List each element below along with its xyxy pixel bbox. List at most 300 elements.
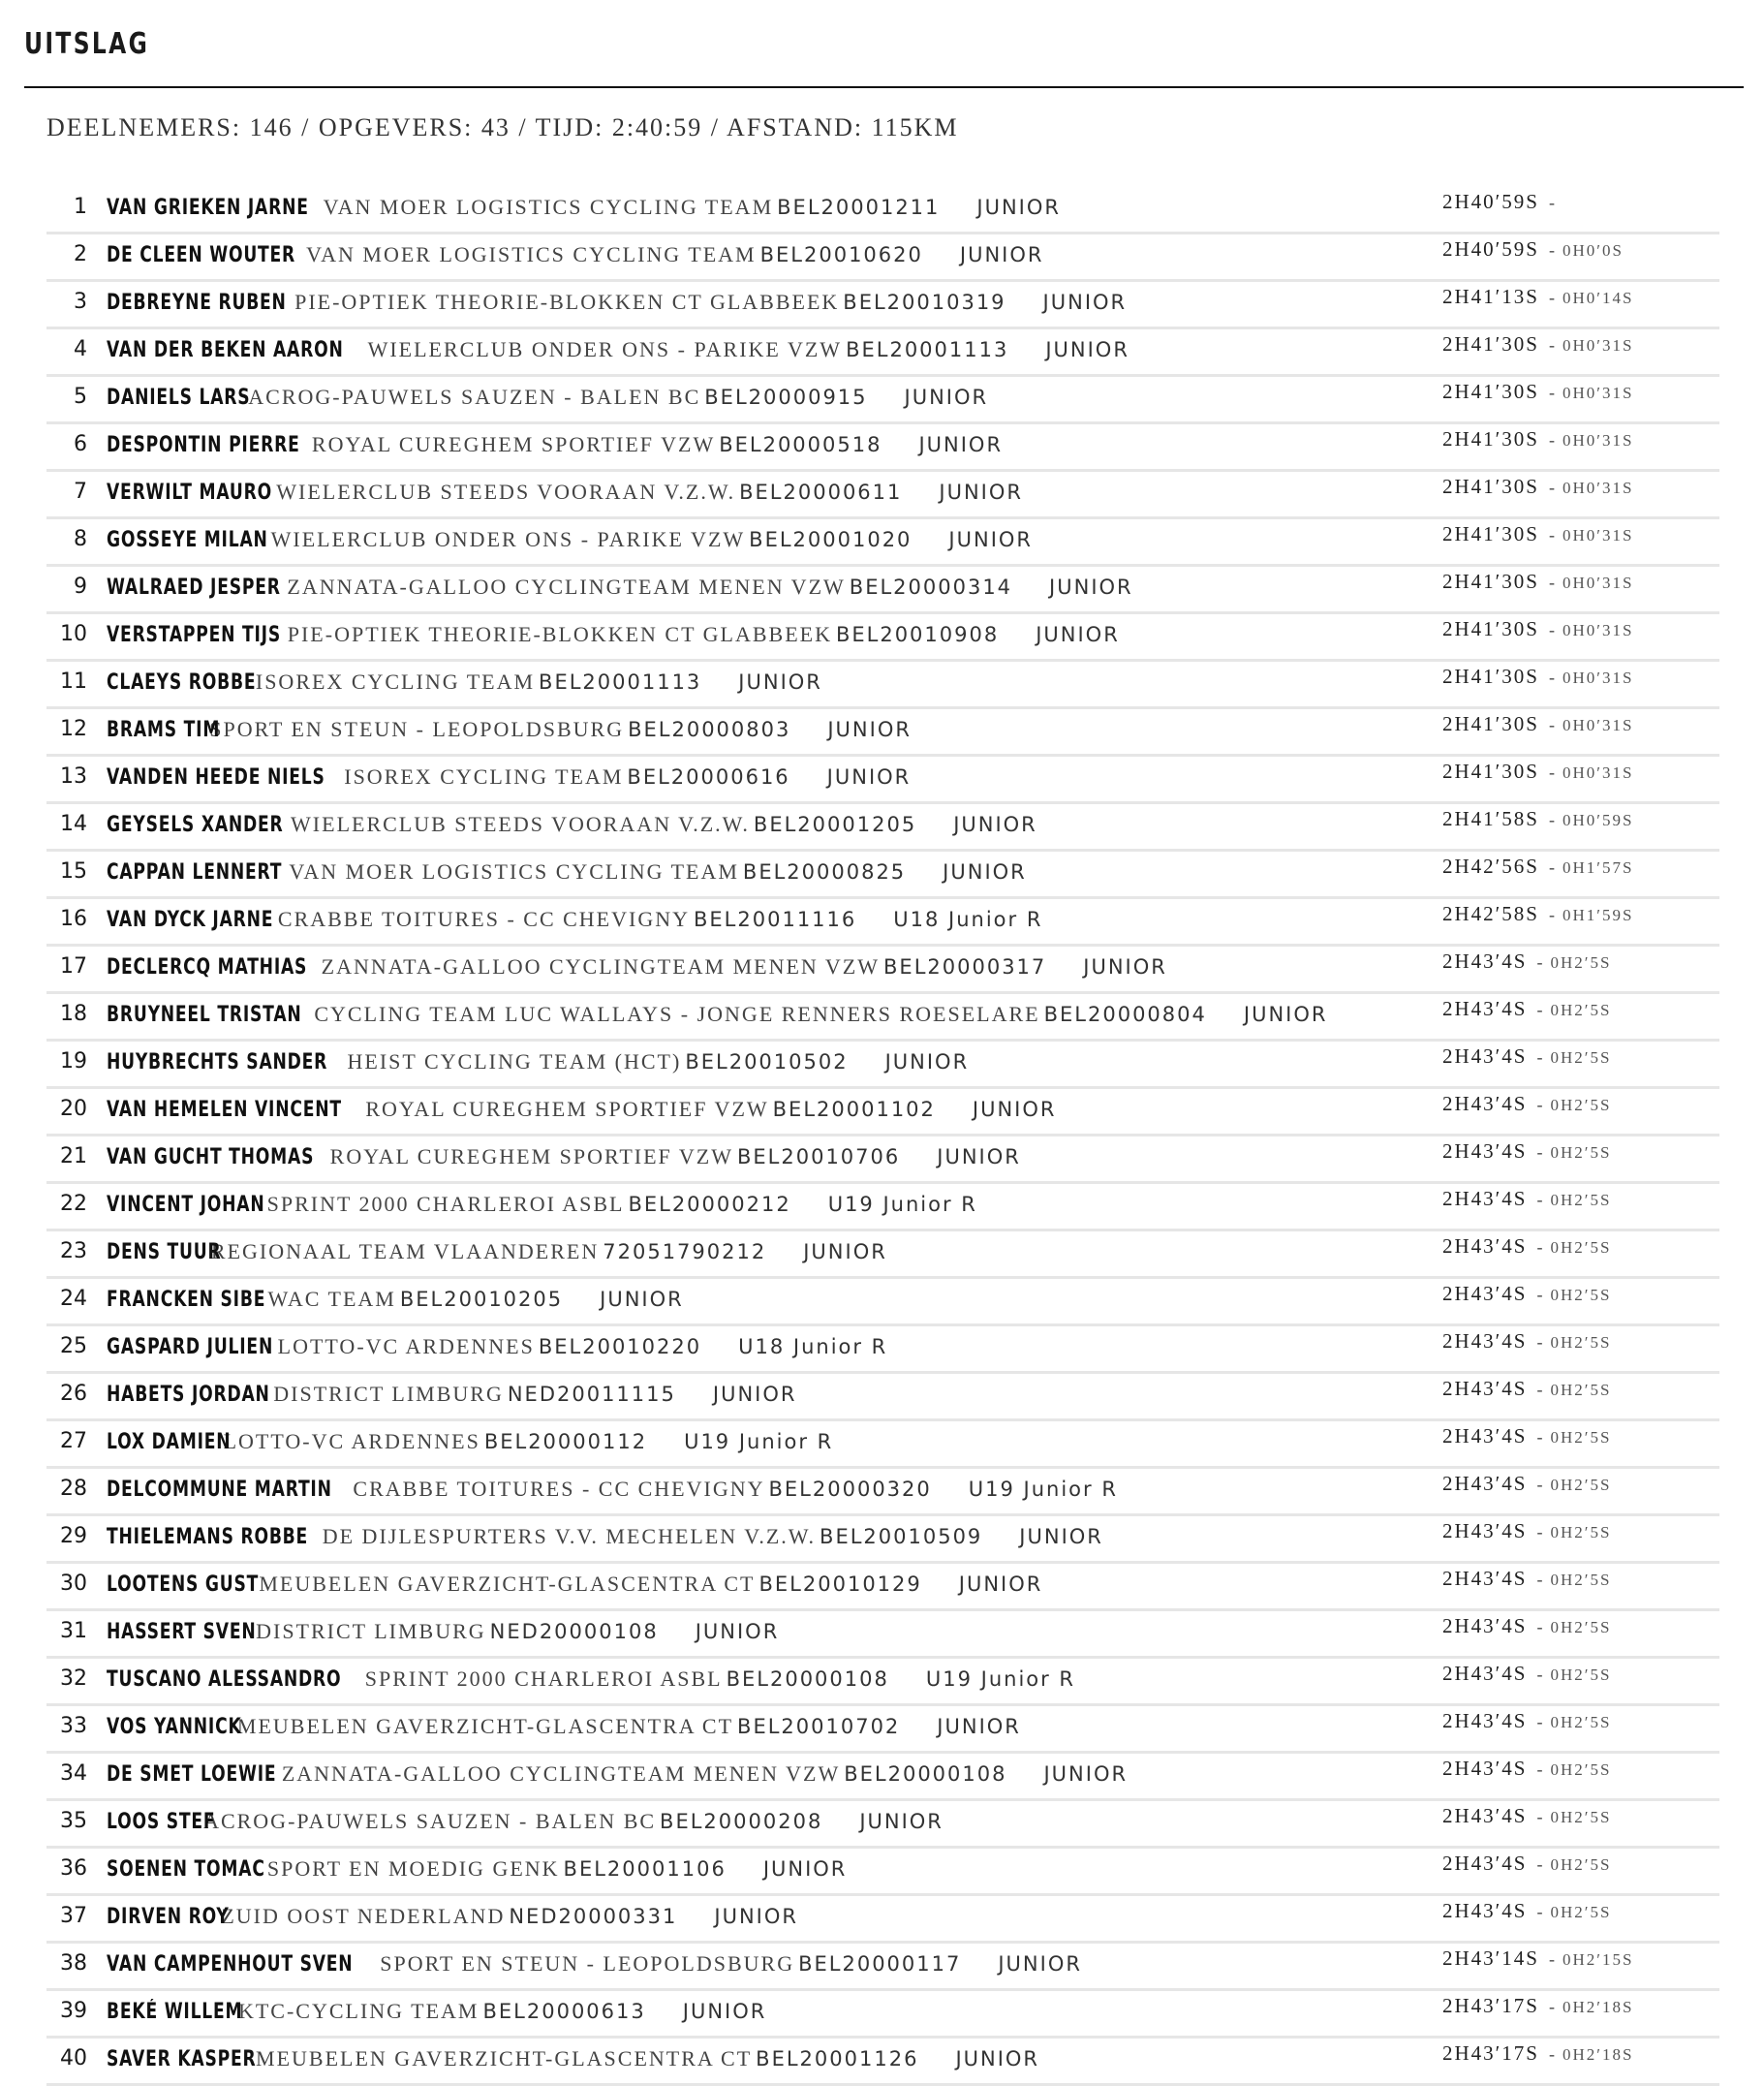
rider-name: DESPONTIN PIERRE — [107, 433, 300, 457]
category: JUNIOR — [998, 1952, 1082, 1976]
license-number: BEL20000825 — [742, 860, 907, 884]
finish-time-cell — [1442, 475, 1633, 499]
license-number: 72051790212 — [603, 1240, 767, 1263]
finish-time: 2H43′4S — [1442, 1567, 1528, 1590]
team-name: HEIST CYCLING TEAM (HCT) — [347, 1049, 682, 1074]
team-name: DE DIJLESPURTERS V.V. MECHELEN V.Z.W. — [322, 1524, 817, 1548]
finish-time: 2H43′4S — [1442, 997, 1528, 1020]
category: JUNIOR — [959, 243, 1044, 266]
rank: 27 — [60, 1429, 87, 1453]
result-row — [46, 519, 1719, 567]
category: JUNIOR — [600, 1288, 684, 1311]
result-row — [46, 1421, 1719, 1469]
rank: 29 — [60, 1524, 87, 1548]
finish-time-cell — [1442, 522, 1633, 546]
finish-time-cell — [1442, 1329, 1611, 1354]
result-row — [46, 1042, 1719, 1089]
finish-time-cell — [1442, 1994, 1633, 2018]
category: U18 Junior R — [893, 908, 1043, 931]
gap-separator: - — [1536, 952, 1545, 972]
team-name: VAN MOER LOGISTICS CYCLING TEAM — [289, 859, 739, 884]
finish-time-cell — [1442, 427, 1633, 451]
gap-separator: - — [1548, 715, 1557, 734]
license-number: BEL20010319 — [843, 291, 1006, 314]
time-gap: 0H0′31S — [1562, 669, 1634, 687]
time-gap: 0H2′5S — [1550, 1571, 1612, 1589]
rider-name: DELCOMMUNE MARTIN — [107, 1478, 332, 1502]
team-name: KTC-CYCLING TEAM — [237, 1999, 480, 2023]
rider-info — [107, 764, 911, 790]
rank: 1 — [74, 195, 87, 219]
license-number: BEL20010702 — [737, 1715, 901, 1738]
time-gap: 0H2′5S — [1550, 1903, 1612, 1921]
team-name: SPORT EN STEUN - LEOPOLDSBURG — [380, 1951, 795, 1976]
team-name: LOTTO-VC ARDENNES — [277, 1334, 535, 1358]
page-title: UITSLAG — [24, 27, 150, 61]
license-number: BEL20000314 — [849, 576, 1013, 599]
time-gap: 0H2′5S — [1550, 1191, 1612, 1209]
rider-info — [107, 1477, 1118, 1502]
finish-time-cell — [1442, 1092, 1611, 1116]
gap-separator: - — [1548, 620, 1557, 639]
time-gap: 0H0′31S — [1562, 621, 1634, 639]
rider-info — [107, 1856, 847, 1882]
result-row — [46, 1469, 1719, 1516]
license-number: BEL20010220 — [538, 1335, 702, 1358]
license-number: BEL20001113 — [539, 670, 702, 694]
finish-time: 2H41′30S — [1442, 712, 1539, 735]
time-gap: 0H2′5S — [1550, 1048, 1612, 1067]
gap-separator: - — [1536, 1047, 1545, 1067]
rider-info — [107, 1619, 779, 1644]
finish-time: 2H43′14S — [1442, 1946, 1539, 1970]
result-row — [46, 614, 1719, 662]
result-row — [46, 472, 1719, 519]
category: JUNIOR — [955, 2047, 1040, 2070]
team-name: REGIONAAL TEAM VLAANDEREN — [210, 1239, 600, 1263]
rider-info — [107, 1429, 833, 1454]
time-gap: 0H1′57S — [1562, 858, 1634, 877]
team-name: SPORT EN STEUN - LEOPOLDSBURG — [209, 717, 625, 741]
team-name: CRABBE TOITURES - CC CHEVIGNY — [277, 907, 690, 931]
gap-separator: - — [1548, 668, 1557, 687]
rider-info — [107, 1097, 1057, 1122]
category: JUNIOR — [937, 1145, 1021, 1168]
category: JUNIOR — [1043, 1762, 1129, 1786]
finish-time: 2H40′59S — [1442, 237, 1539, 261]
rider-name: CAPPAN LENNERT — [107, 860, 283, 885]
result-row — [46, 1896, 1719, 1944]
gap-separator: - — [1548, 478, 1557, 497]
license-number: BEL20000804 — [1043, 1003, 1207, 1026]
time-gap: 0H2′5S — [1550, 1808, 1612, 1826]
finish-time: 2H43′4S — [1442, 1709, 1528, 1732]
rider-info — [107, 1524, 1103, 1549]
category: JUNIOR — [738, 670, 822, 694]
team-name: CYCLING TEAM LUC WALLAYS - JONGE RENNERS ROESELARE — [314, 1002, 1040, 1026]
rank: 20 — [60, 1097, 87, 1121]
time-gap: 0H2′5S — [1550, 1428, 1612, 1447]
license-number: NED20000331 — [509, 1905, 678, 1928]
finish-time: 2H41′30S — [1442, 475, 1539, 498]
rider-name: HUYBRECHTS SANDER — [107, 1050, 328, 1074]
gap-separator: - — [1536, 1095, 1545, 1114]
rider-info — [107, 1904, 798, 1929]
finish-time: 2H43′4S — [1442, 1044, 1528, 1068]
license-number: BEL20000108 — [844, 1762, 1007, 1786]
finish-time: 2H43′4S — [1442, 950, 1528, 973]
gap-separator: - — [1548, 1949, 1557, 1969]
time-gap: 0H2′5S — [1550, 1760, 1612, 1779]
finish-time: 2H43′17S — [1442, 2041, 1539, 2065]
rider-name: THIELEMANS ROBBE — [107, 1525, 309, 1549]
finish-time-cell — [1442, 1044, 1611, 1069]
rank: 17 — [60, 954, 87, 979]
time-gap: 0H0′31S — [1562, 574, 1634, 592]
category: JUNIOR — [1036, 623, 1120, 646]
rider-name: VAN GUCHT THOMAS — [107, 1145, 315, 1169]
team-name: ZUID OOST NEDERLAND — [221, 1904, 506, 1928]
rank: 40 — [60, 2046, 87, 2070]
result-row — [46, 899, 1719, 947]
category: JUNIOR — [976, 196, 1061, 219]
finish-time: 2H43′4S — [1442, 1139, 1528, 1163]
rider-name: DENS TUUR — [107, 1240, 222, 1264]
result-row — [46, 329, 1719, 377]
license-number: BEL20001020 — [749, 528, 913, 551]
finish-time: 2H41′30S — [1442, 380, 1539, 403]
rider-name: CLAEYS ROBBE — [107, 670, 257, 695]
rider-info — [107, 1049, 969, 1074]
team-name: MEUBELEN GAVERZICHT-GLASCENTRA CT — [259, 1572, 756, 1596]
gap-separator: - — [1536, 1807, 1545, 1826]
time-gap: 0H0′31S — [1562, 763, 1634, 782]
time-gap: 0H0′31S — [1562, 479, 1634, 497]
result-row — [46, 1849, 1719, 1896]
rider-name: BRAMS TIM — [107, 718, 221, 742]
gap-separator: - — [1536, 1000, 1545, 1019]
rider-info — [107, 669, 822, 695]
license-number: BEL20001205 — [753, 813, 917, 836]
rider-info — [107, 575, 1133, 600]
finish-time-cell — [1442, 1852, 1611, 1876]
rank: 11 — [60, 669, 87, 694]
rank: 19 — [60, 1049, 87, 1074]
gap-separator: - — [1536, 1570, 1545, 1589]
gap-separator: - — [1536, 1522, 1545, 1541]
rider-info — [107, 480, 1023, 505]
result-row — [46, 804, 1719, 852]
finish-time-cell — [1442, 285, 1633, 309]
result-row — [46, 1754, 1719, 1801]
time-gap: 0H2′5S — [1550, 1333, 1612, 1352]
finish-time: 2H40′59S — [1442, 190, 1539, 213]
rider-name: GOSSEYE MILAN — [107, 528, 268, 552]
finish-time-cell — [1442, 380, 1633, 404]
team-name: ROYAL CUREGHEM SPORTIEF VZW — [311, 432, 716, 456]
result-row — [46, 1089, 1719, 1136]
finish-time: 2H41′13S — [1442, 285, 1539, 308]
time-gap: 0H0′31S — [1562, 716, 1634, 734]
finish-time-cell — [1442, 902, 1633, 926]
finish-time-cell — [1442, 1282, 1611, 1306]
license-number: BEL20000117 — [798, 1952, 962, 1976]
rider-name: DANIELS LARS — [107, 386, 251, 410]
category: JUNIOR — [1042, 291, 1128, 314]
finish-time-cell — [1442, 1424, 1611, 1448]
gap-separator: - — [1548, 857, 1557, 877]
rank: 8 — [74, 527, 87, 551]
gap-separator: - — [1548, 763, 1557, 782]
team-name: ACROG-PAUWELS SAUZEN - BALEN BC — [203, 1809, 657, 1833]
license-number: BEL20001102 — [772, 1098, 936, 1121]
finish-time: 2H43′4S — [1442, 1234, 1528, 1258]
category: JUNIOR — [953, 813, 1037, 836]
team-name: LOTTO-VC ARDENNES — [223, 1429, 480, 1453]
gap-separator: - — [1548, 810, 1557, 829]
category: JUNIOR — [948, 528, 1034, 551]
finish-time: 2H41′30S — [1442, 570, 1539, 593]
category: JUNIOR — [958, 1572, 1043, 1596]
gap-separator: - — [1536, 1617, 1545, 1636]
rider-name: DE CLEEN WOUTER — [107, 243, 296, 267]
time-gap: 0H0′31S — [1562, 384, 1634, 402]
result-row — [46, 377, 1719, 424]
rider-info — [107, 1999, 766, 2024]
rider-name: BRUYNEEL TRISTAN — [107, 1003, 302, 1027]
gap-separator: - — [1536, 1427, 1545, 1447]
rider-name: DEBREYNE RUBEN — [107, 291, 287, 315]
result-row — [46, 1279, 1719, 1326]
license-number: BEL20010205 — [399, 1288, 564, 1311]
gap-separator: - — [1536, 1712, 1545, 1731]
rider-name: VINCENT JOHAN — [107, 1193, 265, 1217]
rider-info — [107, 1951, 1082, 1977]
finish-time: 2H43′4S — [1442, 1852, 1528, 1875]
rank: 33 — [60, 1714, 87, 1738]
finish-time: 2H41′30S — [1442, 617, 1539, 640]
result-row — [46, 1184, 1719, 1231]
finish-time-cell — [1442, 1377, 1611, 1401]
license-number: BEL20000208 — [660, 1810, 823, 1833]
rider-name: VAN DYCK JARNE — [107, 908, 274, 932]
result-row — [46, 282, 1719, 329]
team-name: ISOREX CYCLING TEAM — [344, 764, 624, 789]
license-number: BEL20010129 — [758, 1572, 922, 1596]
gap-separator: - — [1536, 1332, 1545, 1352]
rider-info — [107, 954, 1167, 980]
team-name: CRABBE TOITURES - CC CHEVIGNY — [353, 1477, 765, 1501]
rider-name: LOOTENS GUST — [107, 1572, 260, 1597]
result-row — [46, 1374, 1719, 1421]
rider-info — [107, 1144, 1021, 1169]
result-row — [46, 424, 1719, 472]
gap-separator: - — [1536, 1190, 1545, 1209]
finish-time: 2H42′56S — [1442, 855, 1539, 878]
rank: 30 — [60, 1572, 87, 1596]
rank: 32 — [60, 1666, 87, 1691]
team-name: ZANNATA-GALLOO CYCLINGTEAM MENEN VZW — [281, 1761, 841, 1786]
category: JUNIOR — [939, 481, 1023, 504]
finish-time-cell — [1442, 1187, 1611, 1211]
gap-separator: - — [1548, 430, 1557, 450]
rider-info — [107, 1287, 684, 1312]
team-name: VAN MOER LOGISTICS CYCLING TEAM — [306, 242, 757, 266]
finish-time: 2H43′4S — [1442, 1282, 1528, 1305]
rank: 16 — [60, 907, 87, 931]
result-row — [46, 1801, 1719, 1849]
rank: 15 — [60, 859, 87, 884]
finish-time: 2H43′4S — [1442, 1092, 1528, 1115]
finish-time-cell — [1442, 665, 1633, 689]
team-name: MEUBELEN GAVERZICHT-GLASCENTRA CT — [236, 1714, 734, 1738]
finish-time-cell — [1442, 1804, 1611, 1828]
finish-time: 2H43′4S — [1442, 1757, 1528, 1780]
rank: 22 — [60, 1192, 87, 1216]
license-number: BEL20000616 — [627, 765, 790, 789]
rank: 5 — [74, 385, 87, 409]
finish-time: 2H41′30S — [1442, 665, 1539, 688]
category: U19 Junior R — [925, 1667, 1076, 1691]
rider-name: VANDEN HEEDE NIELS — [107, 765, 325, 790]
rank: 37 — [60, 1904, 87, 1928]
team-name: SPORT EN MOEDIG GENK — [266, 1856, 560, 1881]
team-name: MEUBELEN GAVERZICHT-GLASCENTRA CT — [256, 2046, 753, 2070]
rider-info — [107, 290, 1127, 315]
finish-time-cell — [1442, 2041, 1633, 2066]
rider-info — [107, 1382, 796, 1407]
gap-separator: - — [1536, 1475, 1545, 1494]
category: JUNIOR — [826, 765, 912, 789]
license-number: NED20011115 — [507, 1383, 676, 1406]
rider-name: DIRVEN ROY — [107, 1905, 230, 1929]
license-number: BEL20000112 — [483, 1430, 648, 1453]
finish-time: 2H43′4S — [1442, 1519, 1528, 1542]
rank: 35 — [60, 1809, 87, 1833]
time-gap: 0H2′5S — [1550, 1523, 1612, 1541]
finish-time-cell — [1442, 1757, 1611, 1781]
rider-info — [107, 1239, 887, 1264]
rider-info — [107, 1666, 1075, 1692]
time-gap: 0H0′31S — [1562, 336, 1634, 355]
finish-time-cell — [1442, 570, 1633, 594]
category: JUNIOR — [1049, 576, 1133, 599]
category: JUNIOR — [1083, 955, 1167, 979]
category: JUNIOR — [1019, 1525, 1103, 1548]
license-number: BEL20001106 — [563, 1857, 727, 1881]
team-name: ISOREX CYCLING TEAM — [255, 669, 536, 694]
page-header — [24, 27, 185, 61]
gap-separator: - — [1548, 525, 1557, 545]
rider-info — [107, 527, 1033, 552]
category: JUNIOR — [884, 1050, 970, 1074]
rider-info — [107, 337, 1130, 362]
license-number: BEL20000108 — [726, 1667, 889, 1691]
rider-name: LOOS STEF — [107, 1810, 216, 1834]
rank: 28 — [60, 1477, 87, 1501]
rider-info — [107, 242, 1043, 267]
rider-name: VAN GRIEKEN JARNE — [107, 196, 309, 220]
team-name: DISTRICT LIMBURG — [256, 1619, 486, 1643]
gap-separator: - — [1536, 1237, 1545, 1257]
rank: 9 — [74, 575, 87, 599]
result-row — [46, 1706, 1719, 1754]
result-row — [46, 567, 1719, 614]
result-row — [46, 709, 1719, 757]
finish-time-cell — [1442, 1614, 1611, 1638]
rank: 23 — [60, 1239, 87, 1263]
rider-info — [107, 1572, 1042, 1597]
rider-info — [107, 812, 1037, 837]
time-gap: 0H0′14S — [1562, 289, 1634, 307]
finish-time: 2H41′58S — [1442, 807, 1539, 830]
team-name: WIELERCLUB STEEDS VOORAAN V.Z.W. — [276, 480, 736, 504]
team-name: PIE-OPTIEK THEORIE-BLOKKEN CT GLABBEEK — [287, 622, 832, 646]
team-name: WIELERCLUB STEEDS VOORAAN V.Z.W. — [291, 812, 750, 836]
finish-time: 2H41′30S — [1442, 522, 1539, 545]
rider-name: SAVER KASPER — [107, 2047, 257, 2071]
gap-separator: - — [1536, 1759, 1545, 1779]
rank: 3 — [74, 290, 87, 314]
result-row — [46, 1231, 1719, 1279]
rider-info — [107, 2046, 1039, 2071]
finish-time-cell — [1442, 1709, 1611, 1733]
rider-name: VAN CAMPENHOUT SVEN — [107, 1952, 354, 1977]
gap-separator: - — [1548, 288, 1557, 307]
license-number: BEL20000915 — [704, 386, 868, 409]
gap-separator: - — [1536, 1665, 1545, 1684]
category: JUNIOR — [972, 1098, 1057, 1121]
category: JUNIOR — [1045, 338, 1130, 361]
time-gap: 0H2′5S — [1550, 1666, 1612, 1684]
time-gap: 0H2′5S — [1550, 1286, 1612, 1304]
category: JUNIOR — [695, 1620, 780, 1643]
category: JUNIOR — [937, 1715, 1021, 1738]
finish-time-cell — [1442, 950, 1611, 974]
finish-time: 2H43′4S — [1442, 1472, 1528, 1495]
team-name: VAN MOER LOGISTICS CYCLING TEAM — [323, 195, 774, 219]
team-name: WIELERCLUB ONDER ONS - PARIKE VZW — [270, 527, 746, 551]
finish-time-cell — [1442, 617, 1633, 641]
gap-separator: - — [1548, 2044, 1557, 2064]
finish-time: 2H43′17S — [1442, 1994, 1539, 2017]
team-name: WIELERCLUB ONDER ONS - PARIKE VZW — [367, 337, 843, 361]
team-name: WAC TEAM — [267, 1287, 396, 1311]
rider-name: VAN HEMELEN VINCENT — [107, 1098, 342, 1122]
rider-info — [107, 859, 1027, 885]
category: JUNIOR — [918, 433, 1004, 456]
license-number: BEL20010706 — [736, 1145, 901, 1168]
gap-separator: - — [1548, 383, 1557, 402]
time-gap: 0H2′5S — [1550, 1713, 1612, 1731]
rank: 26 — [60, 1382, 87, 1406]
rider-name: VAN DER BEKEN AARON — [107, 338, 344, 362]
rank: 34 — [60, 1761, 87, 1786]
rider-info — [107, 1002, 1327, 1027]
finish-time-cell — [1442, 1899, 1611, 1923]
result-row — [46, 2039, 1719, 2086]
finish-time: 2H43′4S — [1442, 1377, 1528, 1400]
time-gap: 0H2′18S — [1562, 2045, 1634, 2064]
finish-time-cell — [1442, 332, 1633, 357]
gap-separator: - — [1548, 905, 1557, 924]
finish-time-cell — [1442, 1662, 1611, 1686]
gap-separator: - — [1536, 1285, 1545, 1304]
finish-time-cell — [1442, 190, 1563, 214]
rider-name: GEYSELS XANDER — [107, 813, 284, 837]
gap-separator: - — [1548, 335, 1557, 355]
license-number: BEL20001211 — [777, 196, 941, 219]
